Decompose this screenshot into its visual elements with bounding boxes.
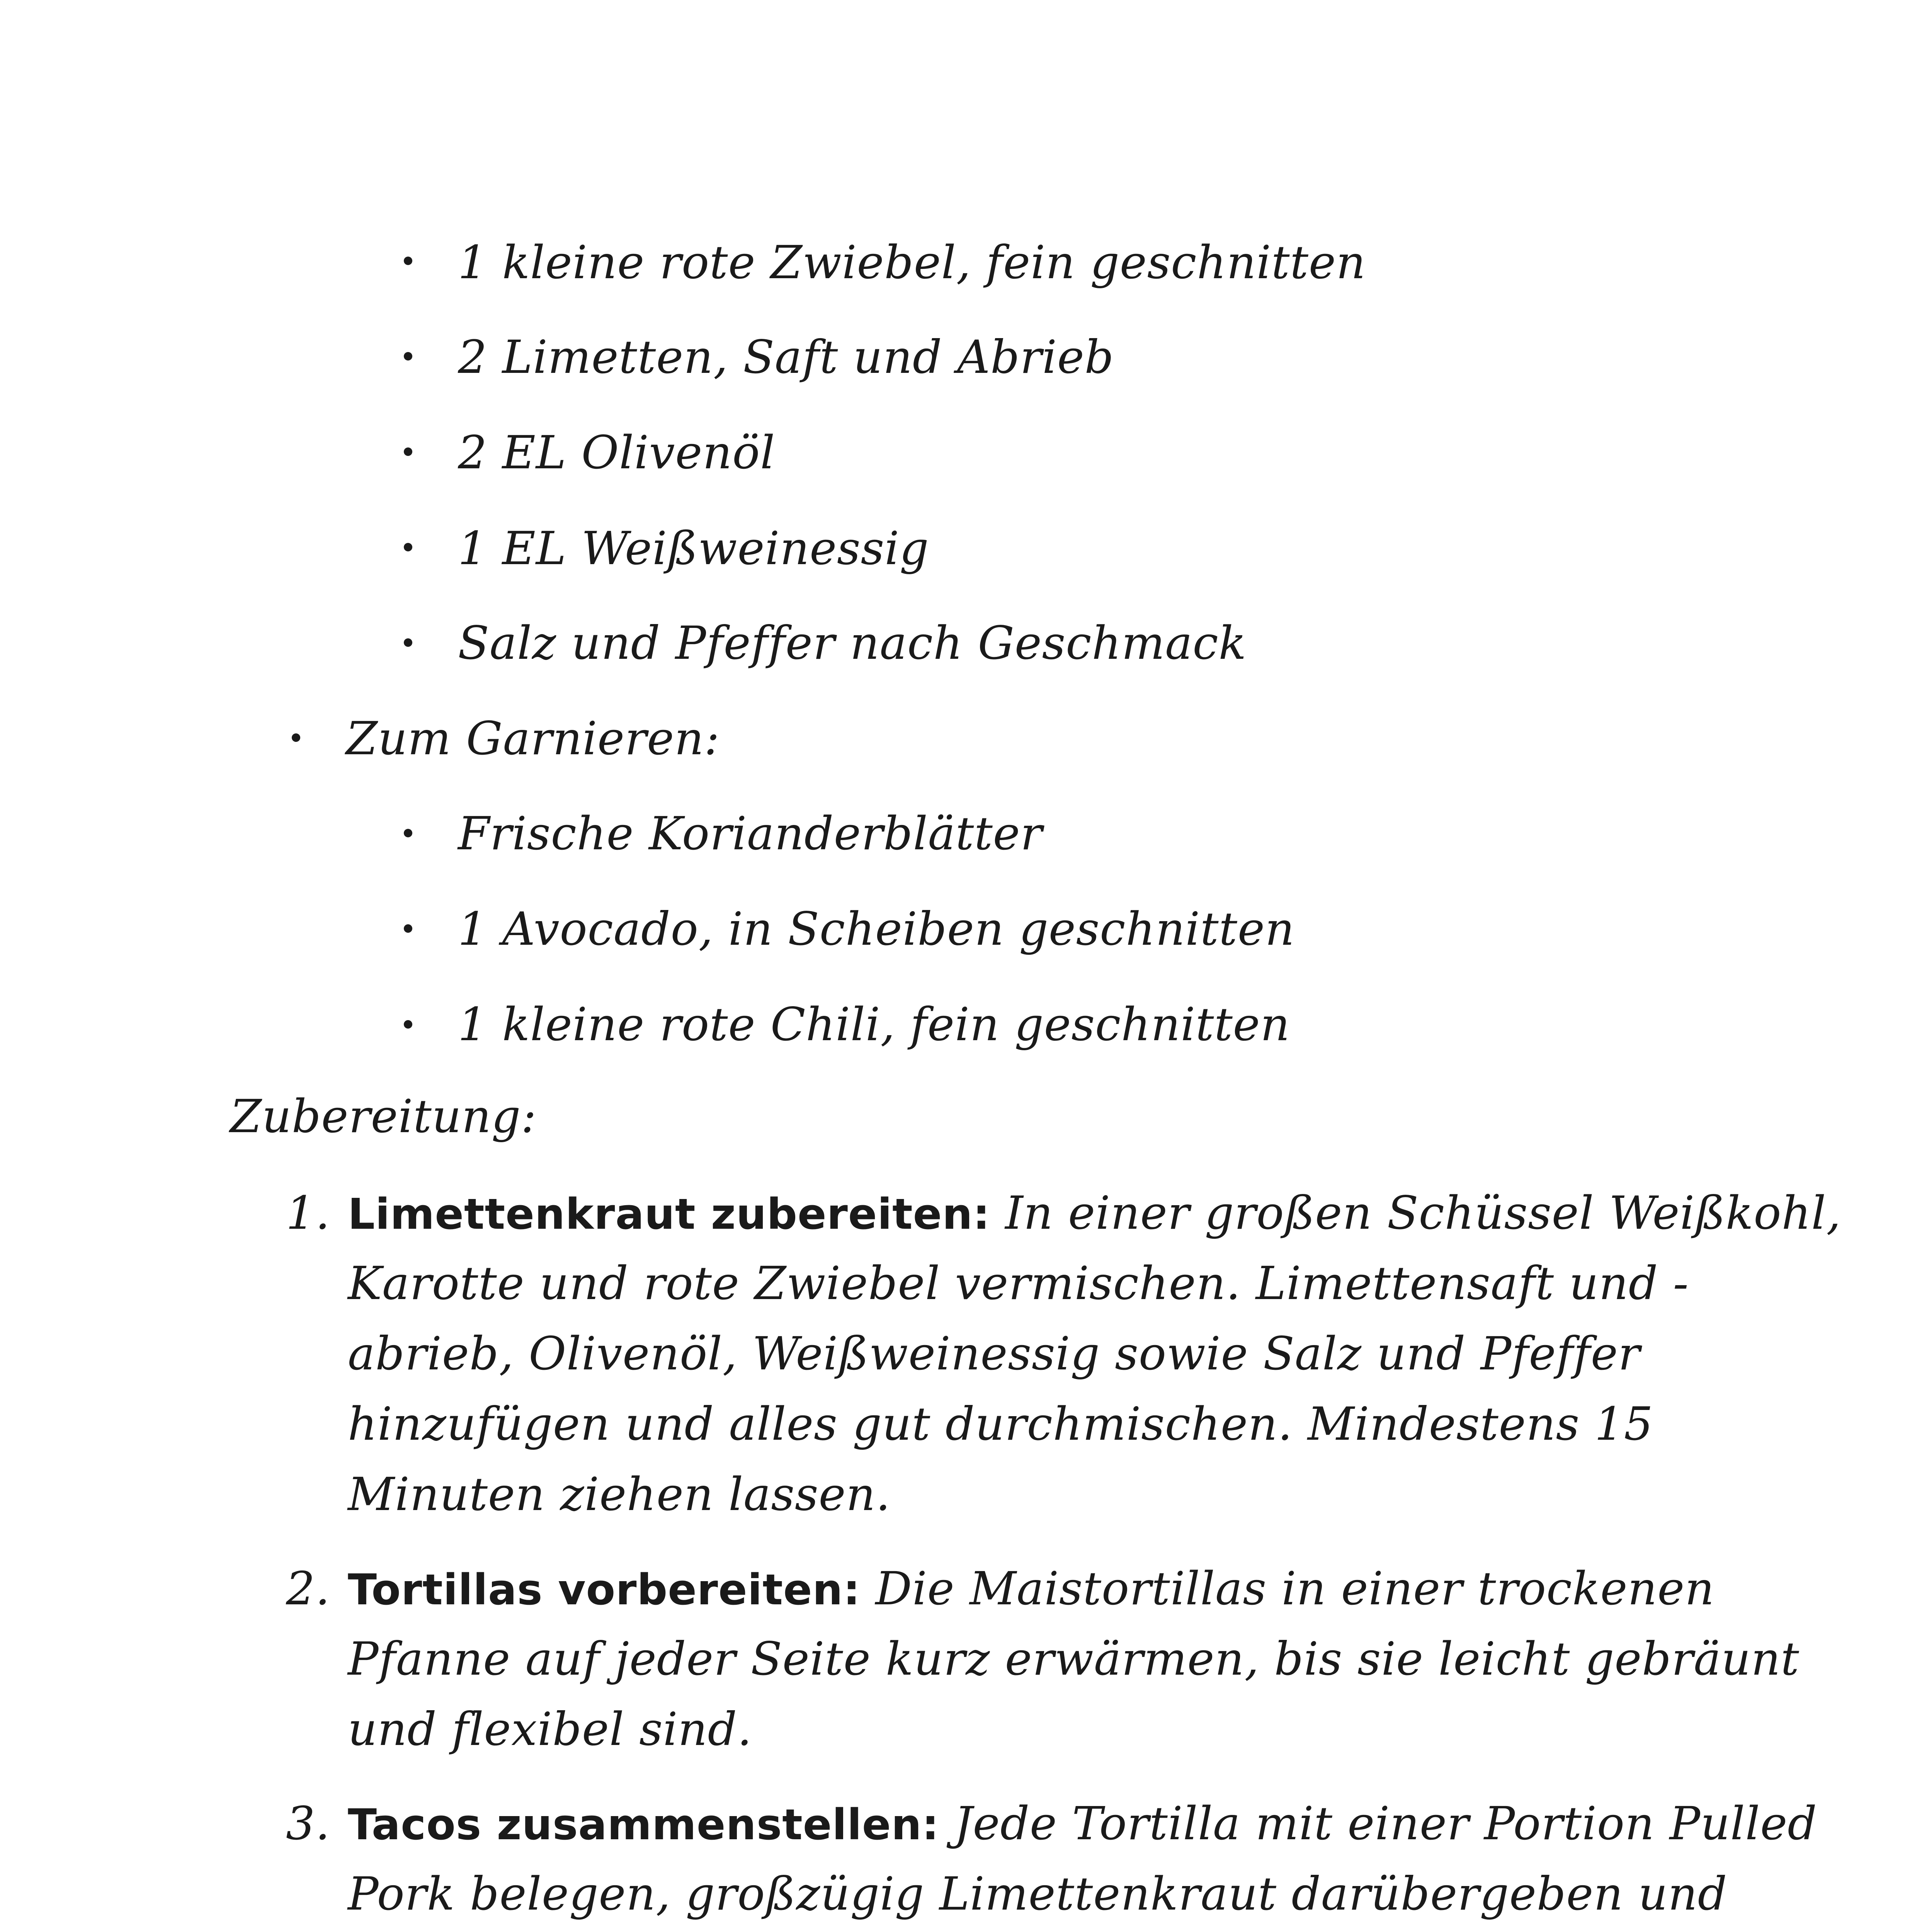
ingredient-item: 2 EL Olivenöl (458, 426, 776, 479)
step-line: Pfanne auf jeder Seite kurz erwärmen, bis sie leicht gebräunt (348, 1632, 1800, 1685)
step-title: Limettenkraut zubereiten: (348, 1189, 990, 1239)
step-number: 3. (286, 1797, 330, 1850)
bullet (404, 829, 412, 837)
step-line: und flexibel sind. (348, 1702, 752, 1756)
step-line: Pork belegen, großzügig Limettenkraut darübergeben und (348, 1867, 1728, 1920)
step-line: abrieb, Olivenöl, Weißweinessig sowie Salz und Pfeffer (348, 1327, 1641, 1380)
step-line: hinzufügen und alles gut durchmischen. Mindestens 15 (348, 1397, 1653, 1451)
step-line (348, 1797, 1817, 1850)
garnish-label: Zum Garnieren: (346, 712, 720, 765)
step-line (348, 1186, 1841, 1240)
garnish-item: Frische Korianderblätter (458, 807, 1043, 860)
bullet (292, 733, 300, 742)
step-text: Die Maistortillas in einer trockenen (875, 1562, 1715, 1615)
step-line: Minuten ziehen lassen. (348, 1468, 891, 1521)
ingredient-item: 1 kleine rote Zwiebel, fein geschnitten (458, 236, 1366, 289)
bullet (404, 924, 412, 933)
garnish-item: 1 kleine rote Chili, fein geschnitten (458, 998, 1290, 1051)
step-line: Karotte und rote Zwiebel vermischen. Limettensaft und - (348, 1257, 1689, 1310)
preparation-heading: Zubereitung: (230, 1090, 537, 1143)
step-text: Jede Tortilla mit einer Portion Pulled (954, 1797, 1817, 1850)
step-number: 2. (286, 1562, 330, 1615)
bullet (404, 1020, 412, 1029)
step-title: Tacos zusammenstellen: (348, 1800, 939, 1849)
bullet (404, 352, 412, 361)
bullet (404, 638, 412, 647)
bullet (404, 447, 412, 456)
bullet (404, 257, 412, 265)
ingredient-item: Salz und Pfeffer nach Geschmack (458, 616, 1247, 670)
step-title: Tortillas vorbereiten: (348, 1565, 861, 1614)
step-line (348, 1562, 1715, 1615)
step-number: 1. (286, 1186, 330, 1240)
ingredient-item: 2 Limetten, Saft und Abrieb (458, 330, 1114, 384)
bullet (404, 543, 412, 551)
ingredient-item: 1 EL Weißweinessig (458, 522, 929, 575)
step-text: In einer großen Schüssel Weißkohl, (1005, 1186, 1841, 1240)
garnish-item: 1 Avocado, in Scheiben geschnitten (458, 902, 1295, 956)
